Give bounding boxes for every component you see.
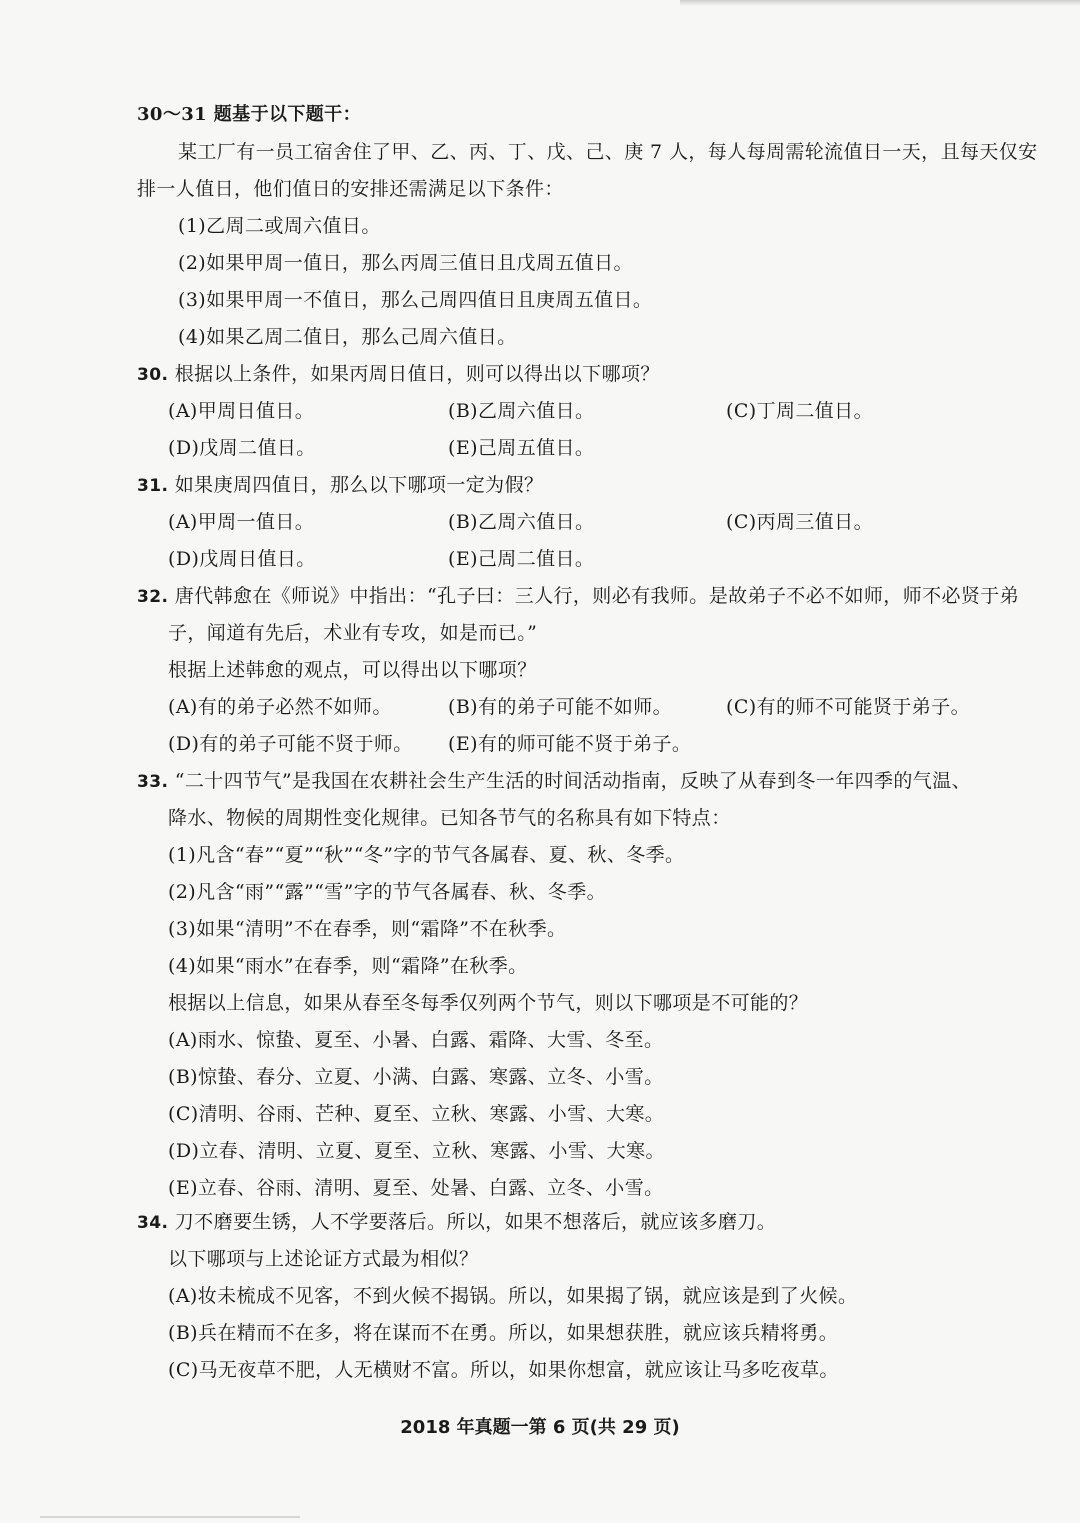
q32-option-a: (A)有的弟子必然不如师。 [168,696,392,718]
question-text: 刀不磨要生锈，人不学要落后。所以，如果不想落后，就应该多磨刀。 [174,1211,777,1233]
question-number: 33. [137,772,169,792]
q33-text-line-2: 降水、物候的周期性变化规律。已知各节气的名称具有如下特点： [168,807,731,829]
q33-condition-3: (3)如果“清明”不在春季，则“霜降”不在秋季。 [168,918,567,940]
q33-option-c: (C)清明、谷雨、芒种、夏至、立秋、寒露、小雪、大寒。 [168,1103,665,1125]
q33-question: 根据以上信息，如果从春至冬每季仅列两个节气，则以下哪项是不可能的？ [168,992,809,1014]
scan-edge-bottom [40,1516,300,1518]
q34-question: 以下哪项与上述论证方式最为相似？ [168,1248,479,1270]
q34-option-b: (B)兵在精而不在多，将在谋而不在勇。所以，如果想获胜，就应该兵精将勇。 [168,1322,839,1344]
q33-condition-1: (1)凡含“春”“夏”“秋”“冬”字的节气各属春、夏、秋、冬季。 [168,844,685,866]
q33-option-d: (D)立春、清明、立夏、夏至、立秋、寒露、小雪、大寒。 [168,1140,665,1162]
q30-option-d: (D)戊周二值日。 [168,437,316,459]
q31-option-b: (B)乙周六值日。 [448,511,595,533]
q33-condition-4: (4)如果“雨水”在春季，则“霜降”在秋季。 [168,955,528,977]
question-32 [137,584,1019,609]
q30-option-a: (A)甲周日值日。 [168,400,315,422]
stem-line-1: 某工厂有一员工宿舍住了甲、乙、丙、丁、戊、己、庚 7 人，每人每周需轮流值日一天，且每天仅安 [178,141,1038,163]
condition-1: (1)乙周二或周六值日。 [178,215,381,237]
question-34 [137,1210,776,1235]
q30-option-e: (E)己周五值日。 [448,437,595,459]
section-header: 30～31 题基于以下题干： [137,104,361,125]
question-31 [137,473,543,498]
condition-3: (3)如果甲周一不值日，那么己周四值日且庚周五值日。 [178,289,653,311]
q31-option-a: (A)甲周一值日。 [168,511,315,533]
q33-option-b: (B)惊蛰、春分、立夏、小满、白露、寒露、立冬、小雪。 [168,1066,664,1088]
q33-condition-2: (2)凡含“雨”“露”“雪”字的节气各属春、秋、冬季。 [168,881,606,903]
q32-option-b: (B)有的弟子可能不如师。 [448,696,672,718]
condition-4: (4)如果乙周二值日，那么己周六值日。 [178,326,517,348]
q32-option-e: (E)有的师可能不贤于弟子。 [448,733,692,755]
scan-edge-top [680,0,1080,6]
question-text: 如果庚周四值日，那么以下哪项一定为假？ [174,474,544,496]
q32-option-d: (D)有的弟子可能不贤于师。 [168,733,413,755]
question-number: 32. [137,587,169,607]
q33-option-a: (A)雨水、惊蛰、夏至、小暑、白露、霜降、大雪、冬至。 [168,1029,664,1051]
q30-option-c: (C)丁周二值日。 [726,400,873,422]
question-text-line-1: “二十四节气”是我国在农耕社会生产生活的时间活动指南，反映了从春到冬一年四季的气温、 [174,770,972,792]
condition-2: (2)如果甲周一值日，那么丙周三值日且戊周五值日。 [178,252,633,274]
question-number: 30. [137,365,169,385]
q34-option-c: (C)马无夜草不肥，人无横财不富。所以，如果你想富，就应该让马多吃夜草。 [168,1359,839,1381]
q31-option-d: (D)戊周日值日。 [168,548,316,570]
question-33 [137,769,971,794]
question-30 [137,362,660,387]
q33-option-e: (E)立春、谷雨、清明、夏至、处暑、白露、立冬、小雪。 [168,1177,664,1199]
q32-question: 根据上述韩愈的观点，可以得出以下哪项？ [168,659,537,681]
q32-text-line-2: 子，闻道有先后，术业有专攻，如是而已。” [168,622,538,644]
q32-option-c: (C)有的师不可能贤于弟子。 [726,696,970,718]
page-footer: 2018 年真题一第 6 页(共 29 页) [400,1417,680,1438]
question-text: 根据以上条件，如果丙周日值日，则可以得出以下哪项？ [174,363,660,385]
q31-option-c: (C)丙周三值日。 [726,511,873,533]
q31-option-e: (E)己周二值日。 [448,548,595,570]
stem-line-2: 排一人值日，他们值日的安排还需满足以下条件： [137,178,564,200]
q30-option-b: (B)乙周六值日。 [448,400,595,422]
q34-option-a: (A)妆未梳成不见客，不到火候不揭锅。所以，如果揭了锅，就应该是到了火候。 [168,1285,858,1307]
question-number: 31. [137,476,169,496]
question-number: 34. [137,1213,169,1233]
question-text-line-1: 唐代韩愈在《师说》中指出：“孔子曰：三人行，则必有我师。是故弟子不必不如师，师不必贤于弟 [174,585,1020,607]
